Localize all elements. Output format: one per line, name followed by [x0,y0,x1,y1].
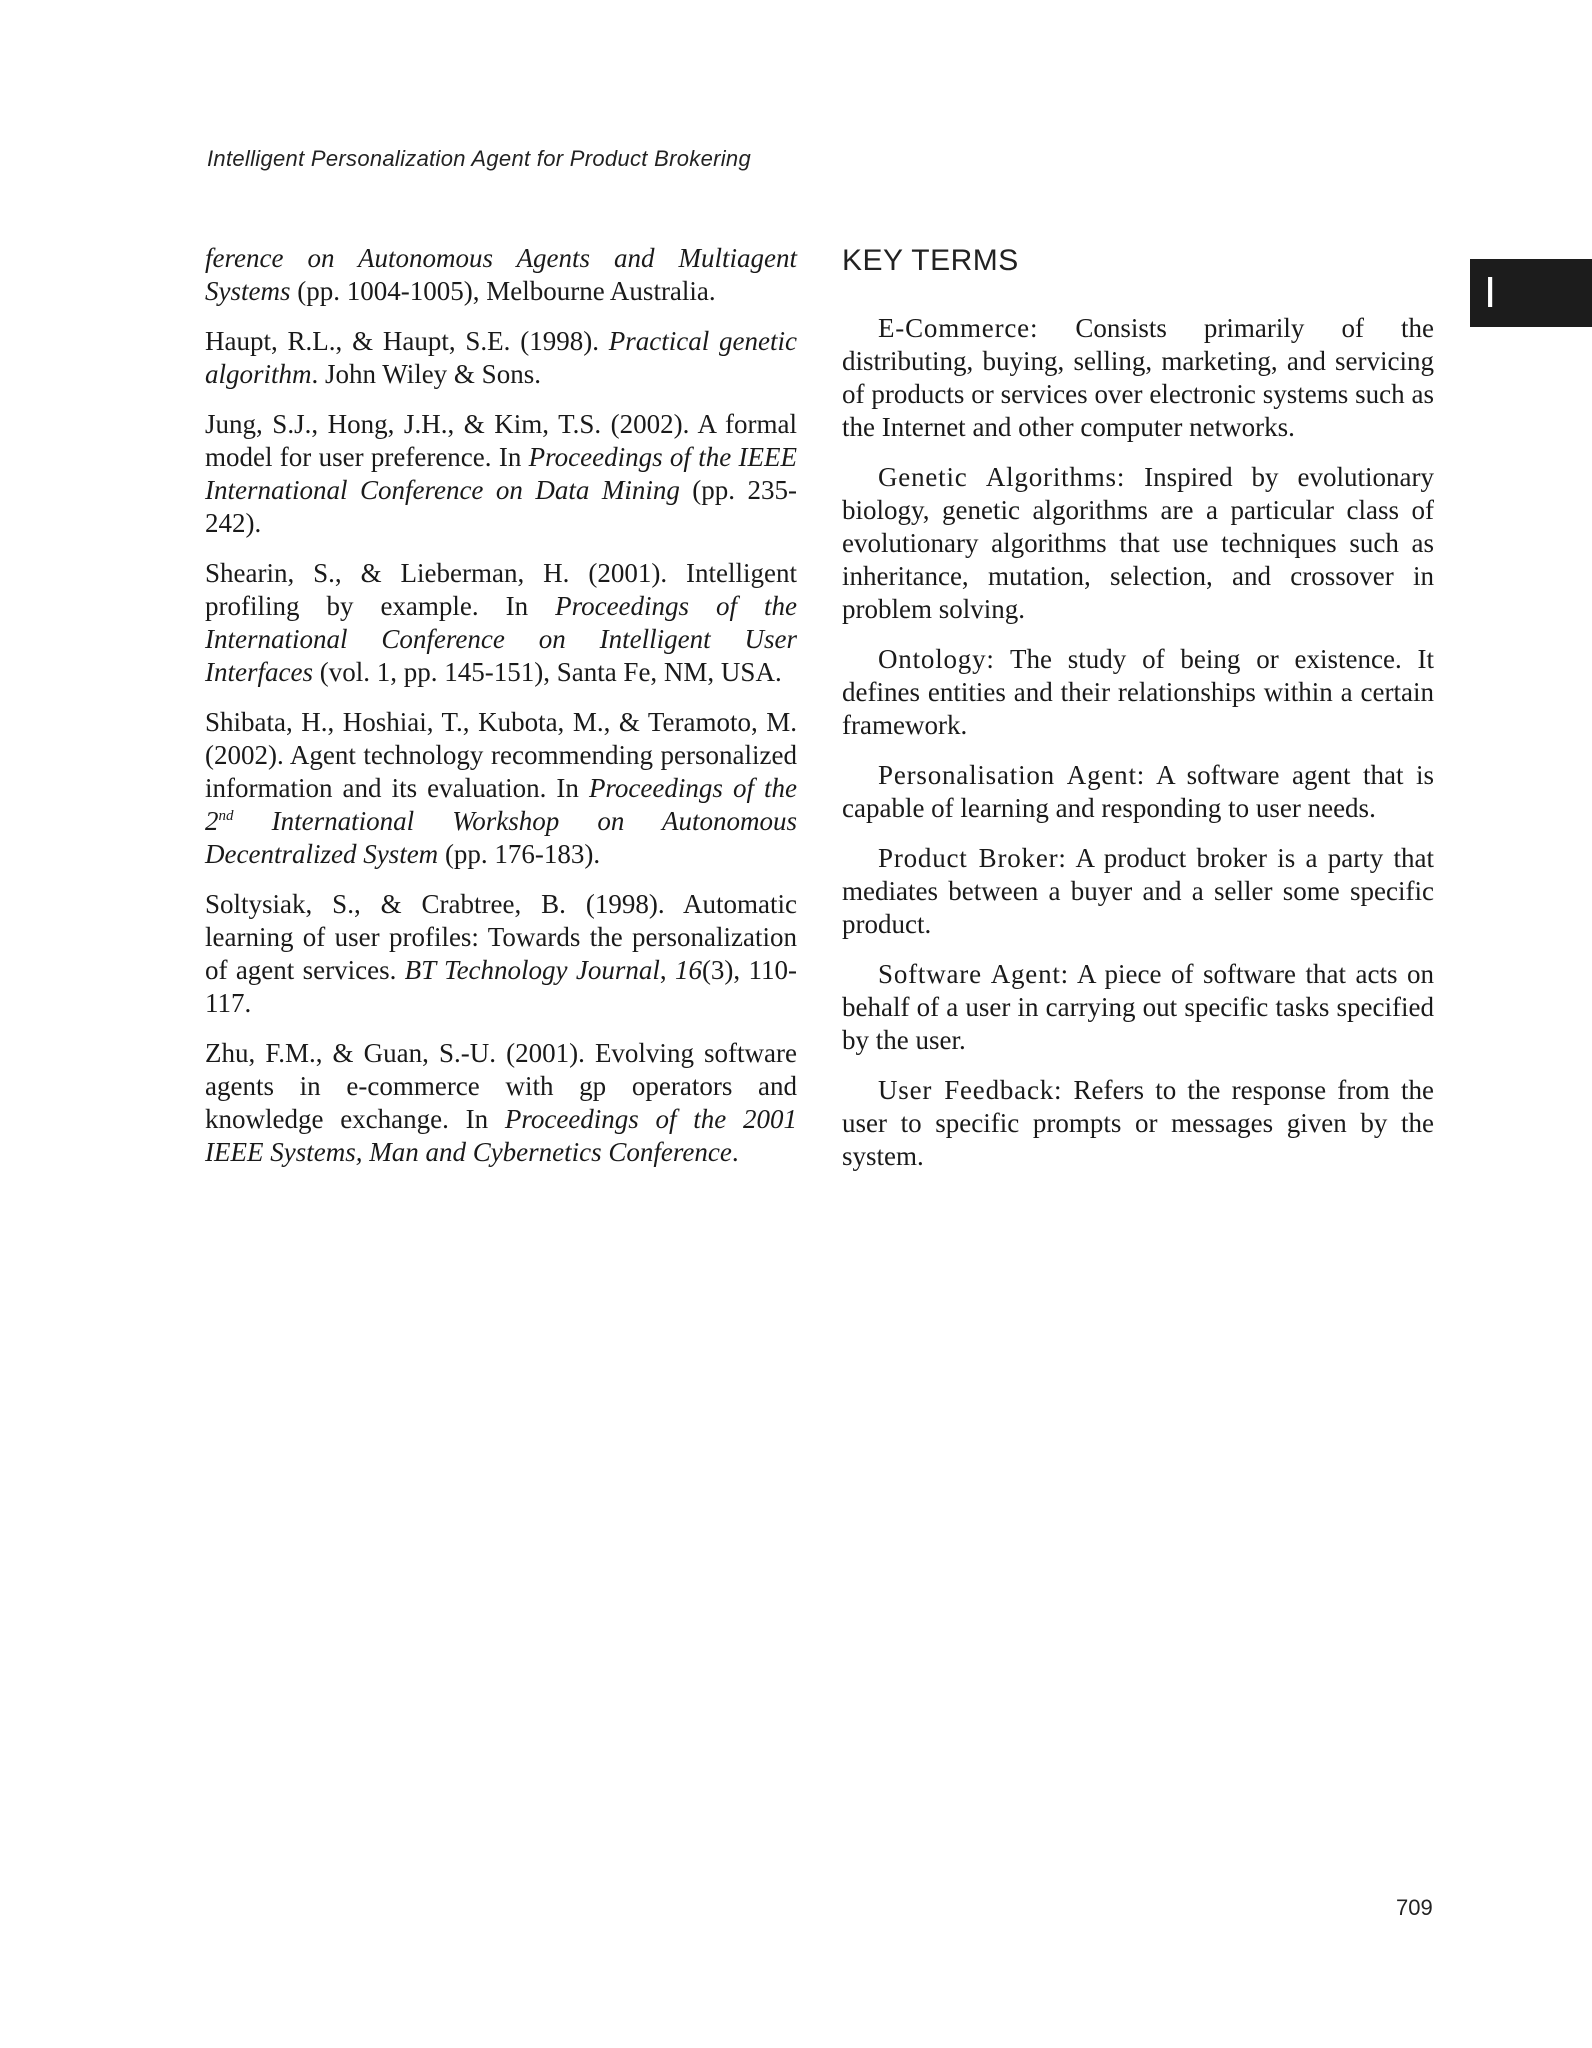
italic-text: International Workshop on Autonomous Decentralized System [205,806,797,869]
reference-entry [205,408,797,540]
italic-text: ference on Autonomous Agents and Multiagent Systems [205,243,797,306]
reference-text: Shibata, H., Hoshiai, T., Kubota, M., & Teramoto, M. (2002). Agent technology recommending personalized information and its evaluation. In [205,707,797,803]
key-term [842,759,1434,825]
italic-text: Proceedings of the 2001 IEEE Systems, Man and Cybernetics Conference [205,1104,797,1167]
reference-text: (pp. 1004-1005), Melbourne Australia. [290,276,716,306]
reference-entry [205,325,797,391]
reference-text: Soltysiak, S., & Crabtree, B. (1998). Automatic learning of user profiles: Towards the personalization of agent services. [205,889,797,985]
key-terms-column [842,242,1434,1190]
key-term [842,842,1434,941]
page-number: 709 [1396,1895,1433,1920]
reference-text: (vol. 1, pp. 145-151), Santa Fe, NM, USA. [312,657,782,687]
italic-text: Proceedings of the International Conference on Intelligent User Interfaces [205,591,797,687]
reference-text: (3), 110-117. [205,955,797,1018]
reference-text: . [731,1137,739,1167]
reference-text: . John Wiley & Sons. [311,359,541,389]
term-name: Personalisation Agent: [878,760,1146,790]
reference-entry [205,242,797,308]
term-definition: A product broker is a party that mediates between a buyer and a seller some specific product. [842,843,1434,939]
italic-text: BT Technology Journal [404,955,660,985]
term-definition: A piece of software that acts on behalf of a user in carrying out specific tasks specified by the user. [842,959,1434,1055]
term-name: E-Commerce: [878,313,1039,343]
key-term [842,643,1434,742]
term-definition: Consists primarily of the distributing, buying, selling, marketing, and servicing of products or services over electronic systems such as the Internet and other computer networks. [842,313,1434,442]
reference-text: (pp. 235-242). [205,475,798,538]
reference-entry [205,1037,797,1169]
reference-text: Jung, S.J., Hong, J.H., & Kim, T.S. (2002). A formal model for user preference. In [205,409,797,472]
term-definition: The study of being or existence. It defines entities and their relationships within a certain framework. [842,644,1434,740]
term-definition: Refers to the response from the user to specific prompts or messages given by the system. [842,1075,1434,1171]
term-name: Product Broker: [878,843,1067,873]
term-definition: Inspired by evolutionary biology, genetic algorithms are a particular class of evolutionary algorithms that use techniques such as inheritance, mutation, selection, and crossover in problem solving. [842,462,1434,624]
references-column [205,242,797,1186]
section-thumb-tab: I [1470,259,1592,327]
key-terms-heading: KEY TERMS [842,244,1019,277]
term-name: Ontology: [878,644,995,674]
term-name: Genetic Algorithms: [878,462,1126,492]
key-term [842,958,1434,1057]
reference-text: , [659,955,675,985]
term-definition: A software agent that is capable of learning and responding to user needs. [842,760,1434,823]
reference-entry [205,706,797,871]
key-term [842,1074,1434,1173]
key-term [842,312,1434,444]
reference-text: Shearin, S., & Lieberman, H. (2001). Intelligent profiling by example. In [205,558,797,621]
running-title: Intelligent Personalization Agent for Product Brokering [207,146,751,171]
italic-text: Practical genetic algorithm [205,326,797,389]
reference-entry [205,557,797,689]
italic-text: Proceedings of the IEEE International Conference on Data Mining [205,442,797,505]
italic-text: 16 [674,955,702,985]
reference-entry [205,888,797,1020]
term-name: User Feedback: [878,1075,1063,1105]
italic-text: Proceedings of the 2 [205,773,797,836]
reference-text: (pp. 176-183). [438,839,601,869]
reference-text: Haupt, R.L., & Haupt, S.E. (1998). [205,326,609,356]
reference-text: Zhu, F.M., & Guan, S.-U. (2001). Evolving software agents in e-commerce with gp operators and knowledge exchange. In [205,1038,797,1134]
key-term [842,461,1434,626]
superscript-text: nd [218,808,234,824]
term-name: Software Agent: [878,959,1069,989]
